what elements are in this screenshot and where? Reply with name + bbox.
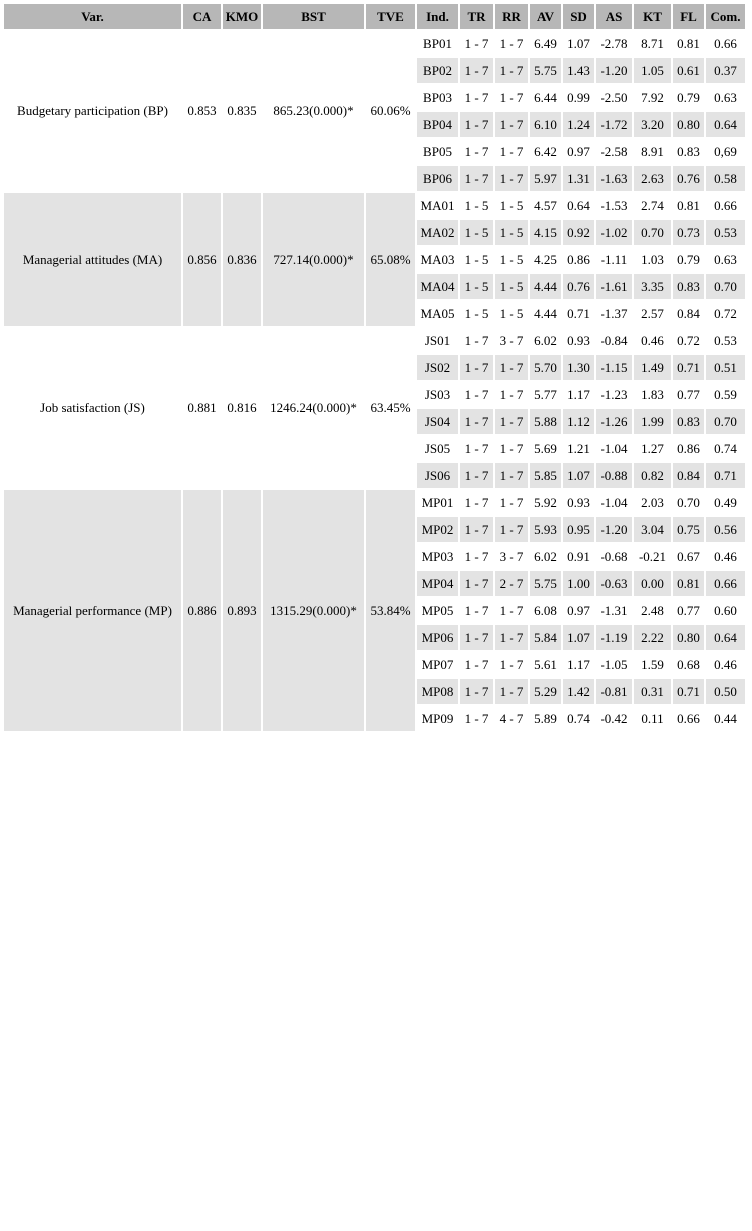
cell-indicator: MP01 [417,490,458,515]
cell-indicator: MA03 [417,247,458,272]
cell-com: 0.50 [706,679,745,704]
group-variable-name: Job satisfaction (JS) [4,328,181,488]
cell-indicator: JS03 [417,382,458,407]
cell-indicator: MP05 [417,598,458,623]
col-header-kt: KT [634,4,671,29]
cell-rr: 1 - 7 [495,85,528,110]
cell-rr: 1 - 7 [495,490,528,515]
cell-sd: 0.71 [563,301,594,326]
cell-av: 5.75 [530,58,561,83]
col-header-av: AV [530,4,561,29]
cell-indicator: MP03 [417,544,458,569]
col-header-fl: FL [673,4,704,29]
cell-as: -1.04 [596,490,632,515]
cell-as: -1.20 [596,58,632,83]
cell-fl: 0.73 [673,220,704,245]
cell-sd: 0.99 [563,85,594,110]
cell-com: 0.46 [706,544,745,569]
cell-av: 6.42 [530,139,561,164]
cell-sd: 0.74 [563,706,594,731]
cell-com: 0,69 [706,139,745,164]
cell-rr: 1 - 7 [495,409,528,434]
cell-rr: 1 - 7 [495,436,528,461]
cell-kt: 1.99 [634,409,671,434]
cell-fl: 0.80 [673,112,704,137]
cell-av: 4.25 [530,247,561,272]
indicator-statistics-table [2,2,747,733]
cell-as: -1.37 [596,301,632,326]
cell-fl: 0.83 [673,274,704,299]
cell-sd: 1.07 [563,625,594,650]
cell-as: -1.15 [596,355,632,380]
cell-rr: 1 - 5 [495,301,528,326]
cell-as: -2.78 [596,31,632,56]
cell-indicator: BP01 [417,31,458,56]
cell-fl: 0.81 [673,571,704,596]
col-header-tve: TVE [366,4,415,29]
cell-rr: 1 - 5 [495,274,528,299]
cell-com: 0.70 [706,409,745,434]
cell-kt: 3.04 [634,517,671,542]
cell-sd: 1.17 [563,652,594,677]
cell-com: 0.51 [706,355,745,380]
cell-fl: 0.68 [673,652,704,677]
cell-tr: 1 - 7 [460,571,493,596]
cell-av: 6.49 [530,31,561,56]
cell-tr: 1 - 7 [460,31,493,56]
cell-tr: 1 - 7 [460,112,493,137]
cell-rr: 1 - 5 [495,247,528,272]
cell-kt: 2.22 [634,625,671,650]
cell-av: 5.97 [530,166,561,191]
cell-tr: 1 - 5 [460,220,493,245]
cell-av: 5.89 [530,706,561,731]
cell-av: 6.02 [530,328,561,353]
cell-as: -0.81 [596,679,632,704]
cell-rr: 1 - 5 [495,220,528,245]
cell-rr: 1 - 7 [495,517,528,542]
cell-tr: 1 - 7 [460,382,493,407]
cell-fl: 0.66 [673,706,704,731]
cell-fl: 0.83 [673,139,704,164]
cell-av: 4.44 [530,274,561,299]
cell-fl: 0.76 [673,166,704,191]
table-body [4,31,745,731]
cell-sd: 1.42 [563,679,594,704]
cell-as: -1.61 [596,274,632,299]
cell-fl: 0.72 [673,328,704,353]
cell-indicator: MP06 [417,625,458,650]
cell-fl: 0.84 [673,301,704,326]
group-bst-value: 1246.24(0.000)* [263,328,364,488]
cell-fl: 0.71 [673,679,704,704]
cell-kt: 2.63 [634,166,671,191]
group-tve-value: 65.08% [366,193,415,326]
cell-com: 0.56 [706,517,745,542]
col-header-ind: Ind. [417,4,458,29]
cell-av: 5.93 [530,517,561,542]
col-header-kmo: KMO [223,4,261,29]
cell-com: 0.64 [706,625,745,650]
cell-indicator: BP02 [417,58,458,83]
cell-tr: 1 - 5 [460,274,493,299]
cell-kt: 2.74 [634,193,671,218]
cell-fl: 0.79 [673,85,704,110]
cell-av: 6.08 [530,598,561,623]
cell-rr: 1 - 7 [495,382,528,407]
cell-kt: 0.11 [634,706,671,731]
group-bst-value: 1315.29(0.000)* [263,490,364,731]
cell-com: 0.44 [706,706,745,731]
group-bst-value: 865.23(0.000)* [263,31,364,191]
group-tve-value: 63.45% [366,328,415,488]
cell-as: -1.11 [596,247,632,272]
cell-com: 0.37 [706,58,745,83]
cell-indicator: JS05 [417,436,458,461]
cell-rr: 1 - 7 [495,166,528,191]
cell-com: 0.66 [706,31,745,56]
cell-indicator: BP06 [417,166,458,191]
cell-rr: 1 - 7 [495,652,528,677]
cell-kt: 8.71 [634,31,671,56]
cell-kt: 7.92 [634,85,671,110]
cell-as: -1.53 [596,193,632,218]
cell-as: -1.02 [596,220,632,245]
cell-sd: 0.93 [563,490,594,515]
cell-indicator: MP09 [417,706,458,731]
cell-sd: 0.95 [563,517,594,542]
cell-as: -0.42 [596,706,632,731]
cell-as: -1.26 [596,409,632,434]
table-row [4,31,745,56]
cell-as: -2.58 [596,139,632,164]
group-ca-value: 0.856 [183,193,221,326]
cell-fl: 0.75 [673,517,704,542]
cell-as: -1.63 [596,166,632,191]
cell-kt: 3.20 [634,112,671,137]
cell-fl: 0.81 [673,193,704,218]
cell-as: -1.20 [596,517,632,542]
cell-rr: 1 - 7 [495,679,528,704]
cell-av: 6.10 [530,112,561,137]
cell-indicator: MA02 [417,220,458,245]
cell-av: 5.84 [530,625,561,650]
cell-as: -1.19 [596,625,632,650]
cell-kt: 1.03 [634,247,671,272]
col-header-var: Var. [4,4,181,29]
cell-com: 0.53 [706,328,745,353]
group-ca-value: 0.886 [183,490,221,731]
cell-tr: 1 - 7 [460,409,493,434]
cell-kt: 1.49 [634,355,671,380]
cell-tr: 1 - 7 [460,544,493,569]
cell-tr: 1 - 7 [460,598,493,623]
group-tve-value: 60.06% [366,31,415,191]
cell-av: 5.77 [530,382,561,407]
cell-tr: 1 - 7 [460,679,493,704]
cell-kt: 1.05 [634,58,671,83]
cell-indicator: JS02 [417,355,458,380]
cell-sd: 1.43 [563,58,594,83]
cell-rr: 3 - 7 [495,328,528,353]
cell-as: -0.68 [596,544,632,569]
cell-fl: 0.77 [673,382,704,407]
cell-indicator: MP02 [417,517,458,542]
cell-kt: 0.31 [634,679,671,704]
group-bst-value: 727.14(0.000)* [263,193,364,326]
cell-rr: 1 - 7 [495,463,528,488]
cell-rr: 1 - 7 [495,31,528,56]
cell-sd: 0.97 [563,139,594,164]
cell-rr: 1 - 7 [495,598,528,623]
cell-tr: 1 - 7 [460,139,493,164]
cell-sd: 0.76 [563,274,594,299]
cell-rr: 1 - 7 [495,112,528,137]
cell-tr: 1 - 7 [460,652,493,677]
cell-com: 0.74 [706,436,745,461]
cell-kt: 1.83 [634,382,671,407]
cell-sd: 0.92 [563,220,594,245]
cell-sd: 1.30 [563,355,594,380]
cell-av: 5.61 [530,652,561,677]
cell-av: 5.69 [530,436,561,461]
cell-fl: 0.81 [673,31,704,56]
cell-av: 5.29 [530,679,561,704]
cell-tr: 1 - 7 [460,706,493,731]
cell-kt: 3.35 [634,274,671,299]
cell-fl: 0.70 [673,490,704,515]
col-header-sd: SD [563,4,594,29]
group-variable-name: Managerial attitudes (MA) [4,193,181,326]
cell-sd: 1.07 [563,463,594,488]
cell-sd: 1.21 [563,436,594,461]
group-ca-value: 0.853 [183,31,221,191]
cell-rr: 2 - 7 [495,571,528,596]
cell-sd: 0.86 [563,247,594,272]
cell-indicator: MP07 [417,652,458,677]
cell-kt: 0.70 [634,220,671,245]
cell-tr: 1 - 7 [460,517,493,542]
cell-sd: 1.00 [563,571,594,596]
table-row [4,328,745,353]
cell-tr: 1 - 7 [460,625,493,650]
cell-sd: 1.17 [563,382,594,407]
cell-tr: 1 - 7 [460,328,493,353]
cell-kt: 0.46 [634,328,671,353]
cell-fl: 0.79 [673,247,704,272]
group-tve-value: 53.84% [366,490,415,731]
col-header-tr: TR [460,4,493,29]
cell-as: -2.50 [596,85,632,110]
cell-fl: 0.83 [673,409,704,434]
cell-rr: 1 - 5 [495,193,528,218]
col-header-com: Com. [706,4,745,29]
header-row [4,4,745,29]
col-header-rr: RR [495,4,528,29]
cell-av: 5.70 [530,355,561,380]
cell-rr: 1 - 7 [495,355,528,380]
col-header-as: AS [596,4,632,29]
group-variable-name: Budgetary participation (BP) [4,31,181,191]
cell-av: 5.88 [530,409,561,434]
cell-sd: 0.93 [563,328,594,353]
cell-com: 0.63 [706,247,745,272]
cell-indicator: MA04 [417,274,458,299]
cell-sd: 1.31 [563,166,594,191]
cell-av: 6.44 [530,85,561,110]
cell-tr: 1 - 7 [460,463,493,488]
cell-as: -1.31 [596,598,632,623]
group-kmo-value: 0.835 [223,31,261,191]
cell-com: 0.59 [706,382,745,407]
cell-sd: 0.64 [563,193,594,218]
cell-av: 6.02 [530,544,561,569]
cell-as: -1.04 [596,436,632,461]
cell-indicator: BP05 [417,139,458,164]
cell-rr: 1 - 7 [495,625,528,650]
cell-as: -0.84 [596,328,632,353]
cell-tr: 1 - 7 [460,166,493,191]
cell-tr: 1 - 5 [460,301,493,326]
cell-rr: 1 - 7 [495,139,528,164]
cell-av: 5.92 [530,490,561,515]
cell-indicator: JS04 [417,409,458,434]
cell-tr: 1 - 7 [460,85,493,110]
cell-fl: 0.80 [673,625,704,650]
cell-av: 4.44 [530,301,561,326]
cell-com: 0.71 [706,463,745,488]
cell-fl: 0.71 [673,355,704,380]
cell-indicator: MP04 [417,571,458,596]
group-variable-name: Managerial performance (MP) [4,490,181,731]
cell-fl: 0.67 [673,544,704,569]
cell-indicator: BP03 [417,85,458,110]
cell-av: 5.85 [530,463,561,488]
cell-indicator: MP08 [417,679,458,704]
cell-tr: 1 - 7 [460,436,493,461]
cell-com: 0.63 [706,85,745,110]
group-ca-value: 0.881 [183,328,221,488]
cell-kt: 2.03 [634,490,671,515]
cell-tr: 1 - 5 [460,193,493,218]
cell-rr: 3 - 7 [495,544,528,569]
cell-av: 5.75 [530,571,561,596]
cell-as: -1.23 [596,382,632,407]
cell-kt: -0.21 [634,544,671,569]
col-header-ca: CA [183,4,221,29]
group-kmo-value: 0.836 [223,193,261,326]
cell-com: 0.58 [706,166,745,191]
cell-tr: 1 - 7 [460,490,493,515]
cell-fl: 0.86 [673,436,704,461]
cell-as: -1.05 [596,652,632,677]
group-kmo-value: 0.893 [223,490,261,731]
cell-com: 0.66 [706,193,745,218]
cell-indicator: JS06 [417,463,458,488]
cell-indicator: MA05 [417,301,458,326]
cell-indicator: JS01 [417,328,458,353]
table-row [4,193,745,218]
cell-kt: 0.82 [634,463,671,488]
cell-sd: 1.24 [563,112,594,137]
cell-com: 0.72 [706,301,745,326]
cell-kt: 2.48 [634,598,671,623]
cell-sd: 0.91 [563,544,594,569]
group-kmo-value: 0.816 [223,328,261,488]
cell-as: -1.72 [596,112,632,137]
cell-com: 0.53 [706,220,745,245]
cell-sd: 1.07 [563,31,594,56]
cell-com: 0.49 [706,490,745,515]
cell-kt: 2.57 [634,301,671,326]
cell-rr: 1 - 7 [495,58,528,83]
cell-indicator: MA01 [417,193,458,218]
cell-fl: 0.61 [673,58,704,83]
cell-tr: 1 - 5 [460,247,493,272]
cell-as: -0.63 [596,571,632,596]
cell-tr: 1 - 7 [460,58,493,83]
cell-av: 4.15 [530,220,561,245]
cell-as: -0.88 [596,463,632,488]
cell-com: 0.64 [706,112,745,137]
cell-av: 4.57 [530,193,561,218]
table-container [4,4,745,731]
cell-kt: 8.91 [634,139,671,164]
cell-com: 0.46 [706,652,745,677]
cell-fl: 0.77 [673,598,704,623]
cell-com: 0.66 [706,571,745,596]
cell-indicator: BP04 [417,112,458,137]
table-row [4,490,745,515]
col-header-bst: BST [263,4,364,29]
cell-tr: 1 - 7 [460,355,493,380]
cell-kt: 1.59 [634,652,671,677]
cell-sd: 1.12 [563,409,594,434]
cell-com: 0.70 [706,274,745,299]
cell-rr: 4 - 7 [495,706,528,731]
cell-com: 0.60 [706,598,745,623]
cell-fl: 0.84 [673,463,704,488]
cell-kt: 1.27 [634,436,671,461]
cell-kt: 0.00 [634,571,671,596]
cell-sd: 0.97 [563,598,594,623]
